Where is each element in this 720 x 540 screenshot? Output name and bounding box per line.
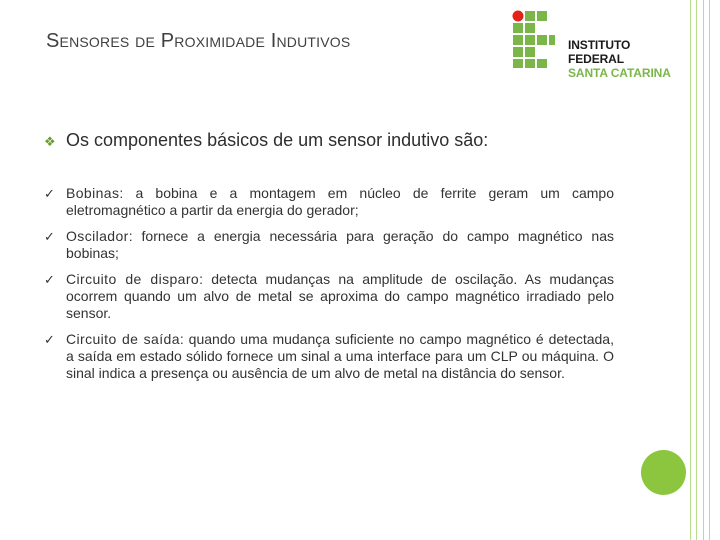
checkmark-icon: ✓ xyxy=(44,332,55,347)
list-item-term: Oscilador xyxy=(66,228,129,244)
list-item-desc: : detecta mudanças na amplitude de oscilação. As mudanças ocorrem quando um alvo de metal se aproxima do campo magnético irradiado pelo sensor. xyxy=(66,271,614,321)
logo-line1: INSTITUTO FEDERAL xyxy=(568,38,631,66)
list-item-text xyxy=(66,228,614,262)
checkmark-icon: ✓ xyxy=(44,229,55,244)
ifsc-logo-icon xyxy=(512,10,556,68)
decorative-line xyxy=(709,0,710,540)
list-item xyxy=(44,185,614,219)
list-item-text xyxy=(66,271,614,322)
institution-logo xyxy=(512,10,687,80)
list-item xyxy=(44,271,614,322)
decorative-line xyxy=(703,0,704,540)
list-item xyxy=(44,228,614,262)
slide-title: Sensores de Proximidade Indutivos xyxy=(46,30,351,52)
lead-text: Os componentes básicos de um sensor indutivo são: xyxy=(66,130,489,150)
list-item-term: Circuito de saída xyxy=(66,331,180,347)
list-item-desc: : quando uma mudança suficiente no campo magnético é detectada, a saída em estado sólido fornece um sinal a uma interface para um CLP ou máquina. O sinal indica a presença ou ausência de um alvo de metal na distância do sensor. xyxy=(66,331,614,381)
lead-paragraph xyxy=(44,130,614,151)
green-circle-icon xyxy=(641,450,686,495)
list-item-text xyxy=(66,185,614,219)
list-item-desc: : a bobina e a montagem em núcleo de ferrite geram um campo eletromagnético a partir da energia do gerador; xyxy=(66,185,614,218)
list-item-desc: : fornece a energia necessária para geração do campo magnético nas bobinas; xyxy=(66,228,614,261)
list-item xyxy=(44,331,614,382)
checkmark-icon: ✓ xyxy=(44,186,55,201)
checkmark-icon: ✓ xyxy=(44,272,55,287)
list-item-term: Circuito de disparo xyxy=(66,271,200,287)
decorative-line xyxy=(690,0,691,540)
decorative-line xyxy=(696,0,697,540)
list-item-term: Bobinas xyxy=(66,185,120,201)
diamond-bullet-icon: ❖ xyxy=(44,134,56,149)
slide-body xyxy=(44,130,614,391)
logo-line2: SANTA CATARINA xyxy=(568,66,671,80)
list-item-text xyxy=(66,331,614,382)
logo-text xyxy=(568,38,687,80)
